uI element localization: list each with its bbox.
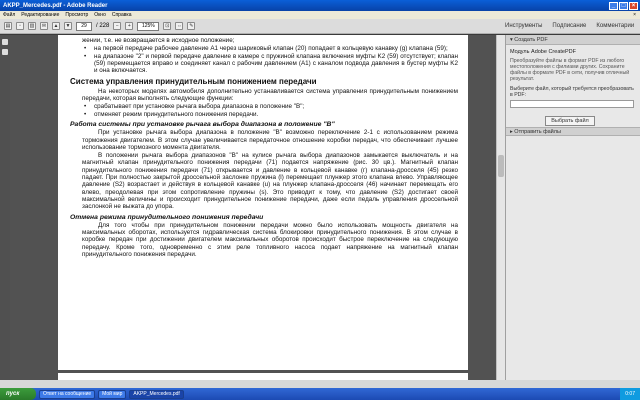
fit-page-icon[interactable]: ⊡ [165,23,170,29]
left-navigation-pane [0,35,10,380]
start-button[interactable]: пуск [0,388,36,400]
print-icon[interactable]: ▥ [29,23,35,29]
tab-tools[interactable]: Инструменты [505,23,543,29]
paragraph: Для того чтобы при принудительном понижении передачи можно было использовать мощность двигателя на максимальных оборотах, используется гидравлическая система блокировки принудительного понижения. В этом случае в коробке передач при достижении двигателем максимальных оборотов происходит быстрое переключение на следующую передачу. Кроме того, одновременно с этим реле топливного насоса подает напряжение на магнитный клапан принудительного понижения передачи. [82,221,458,259]
zoom-select[interactable]: 125% [137,22,159,31]
next-page-icon[interactable]: ▼ [65,23,71,29]
prev-page-icon[interactable]: ▲ [53,23,59,29]
chevron-right-icon: ▸ [510,128,515,135]
email-icon[interactable]: ✉ [41,23,47,29]
status-strip [0,380,640,388]
section-heading: Система управления принудительным понижением передачи [70,77,317,87]
paragraph: В положении рычага выбора диапазонов "B" на кулисе рычага выбора диапазонов замыкается выключатель и на магнитный клапан принудительного понижения передачи (71) подается напряжение (рис. 30 цв.). Магнитный клапан принудительного понижения передачи (71) открывается и давление в кольцевой канавке (г) клапана-дросселя (45) резко падает. При полностью закрытой дроссельной заслонке пружина (l) перемещает плунжер этого клапана влево. Управляющее давление (S2) возрастает и действуя в кольцевой канавке (u) на плунжер клапана-дросселя (46) начинает перемещать его влево, преодолевая при этом сопротивление пружины (s). Это приводит к тому, что давление (S2) достигает своей максимальной величины и происходит принудительное понижение передачи, даже если педаль управления дроссельной заслонкой не выжата до упора. [82,152,458,211]
page-total: / 228 [96,23,110,29]
panel-description: Преобразуйте файлы в формат PDF из любого местоположения с филиами других. Сохраните файлы в формате PDF в сети, получив отличный результат. [510,58,630,82]
clock: 0:07 [625,391,635,397]
toolbar [0,19,640,34]
list-item: • срабатывает при установке рычага выбора диапазона в положение "B"; [82,103,458,110]
send-files-section-header[interactable] [506,127,640,136]
text-line: жении, т.е. не возвращается в исходное положение; [82,37,235,44]
taskbar-item[interactable]: Ответ на сообщение [39,390,95,399]
create-pdf-section-header[interactable] [506,35,640,45]
save-icon[interactable]: ▫ [16,22,24,30]
page-number-input[interactable]: 29 [76,22,92,31]
close-button[interactable]: × [629,2,638,10]
file-input[interactable] [510,100,634,108]
chevron-down-icon: ▾ [510,36,515,43]
menu-window[interactable]: Окно [94,12,106,18]
window-title: AKPP_Mercedes.pdf - Adobe Reader [3,2,108,9]
subsection-heading: Работа системы при установке рычага выбора диапазона в положение "B" [70,120,335,128]
paragraph: При установке рычага выбора диапазона в положение "B" возможно переключение 2-1 с использованием режима торможения двигателем. В этом случае увеличивается передаточное отношение коробки передач, что обеспечивает лучшее использование тормозного момента двигателя. [82,129,458,151]
section-title: Создать PDF [514,36,548,43]
maximize-button[interactable]: □ [619,2,628,10]
panel-title: Модуль Adobe CreatePDF [510,49,576,55]
open-icon[interactable]: ▤ [5,23,11,29]
minimize-button[interactable]: _ [609,2,618,10]
paragraph: На некоторых моделях автомобиля дополнительно устанавливается система управления принудительным понижением передачи, которая выполнять следующие функции: [82,87,458,103]
menu-view[interactable]: Просмотр [65,12,89,18]
list-item: • отменяет режим принудительного понижения передачи. [82,111,458,118]
scrollbar-thumb[interactable] [498,155,504,177]
subsection-heading: Отмена режима принудительного понижения передачи [70,213,264,221]
fit-width-icon[interactable]: ⇔ [176,23,182,29]
tab-sign[interactable]: Подписание [552,23,587,29]
zoom-in-icon[interactable]: + [125,22,133,30]
bullet-list [82,45,458,74]
menu-help[interactable]: Справка [111,12,132,18]
pdf-page [58,35,468,370]
next-pdf-page [58,373,468,380]
zoom-out-icon[interactable]: − [113,22,121,30]
menu-bar [0,11,640,19]
list-item: • на первой передаче рабочее давление A1 через шариковый клапан (20) попадает в кольцевую канавку (g) клапана (59); [82,45,458,52]
section-title: Отправить файлы [514,128,561,135]
menu-edit[interactable]: Редактирование [21,12,60,18]
system-tray [620,388,640,400]
tab-comments[interactable]: Комментарии [596,23,635,29]
list-item: • на диапазоне "2" и первой передаче давление в камере с пружиной клапана включения муфты K2 (59) отсутствует; клапан (59) перемещается вправо и соединяет канал с рабочим давлением (A1) с каналом подвода давления в бустер муфты K2 и она включается. [82,53,458,75]
tools-panel [505,35,640,380]
taskbar-item[interactable]: Мой мир [98,390,126,399]
page-thumbnails-icon[interactable] [2,39,8,45]
taskbar-item[interactable]: AKPP_Mercedes.pdf [129,390,183,399]
bullet-list [82,103,458,118]
file-label: Выберите файл, который требуется преобразовать в PDF: [510,86,634,98]
menu-file[interactable]: Файл [3,12,16,18]
document-area [10,35,505,380]
vertical-scrollbar[interactable] [496,35,505,380]
window-controls [609,2,640,10]
doc-close-icon[interactable]: × [633,12,636,18]
choose-file-button[interactable]: Выбрать файл [545,116,595,126]
title-bar [0,0,640,11]
comment-icon[interactable]: ✎ [189,23,194,29]
bookmarks-icon[interactable] [2,49,8,55]
taskbar [0,388,640,400]
